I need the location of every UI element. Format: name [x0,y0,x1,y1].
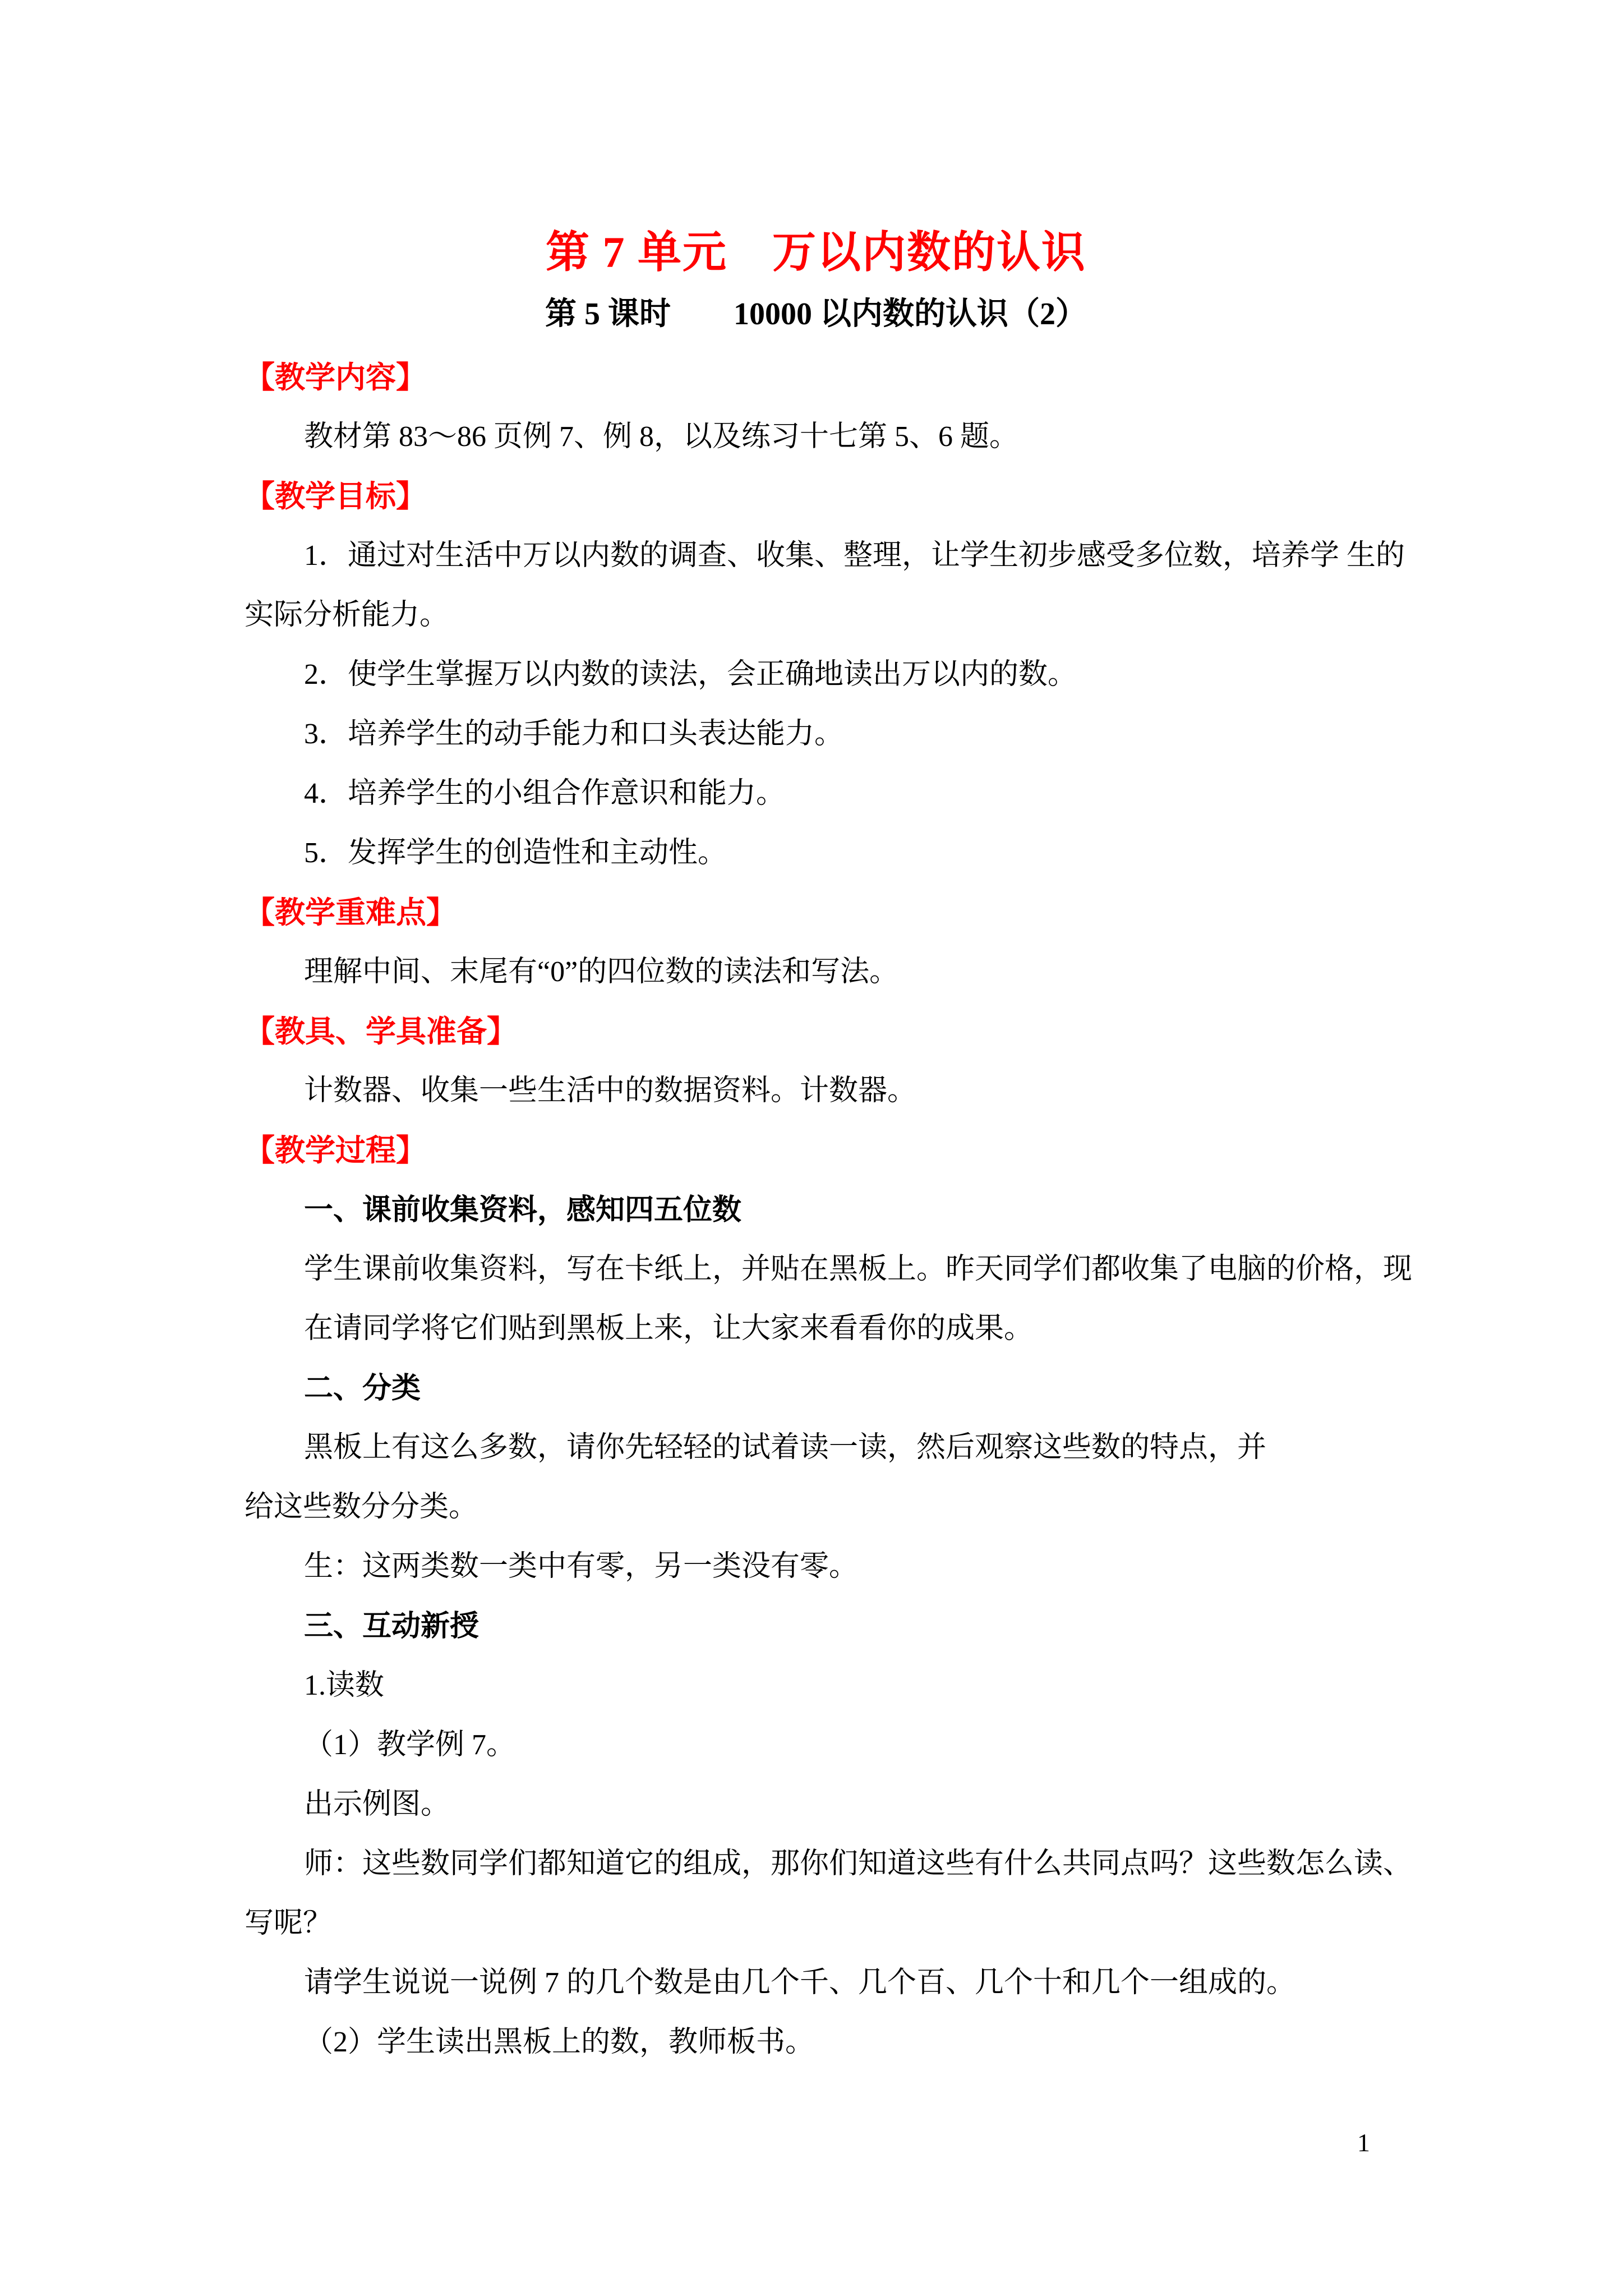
body-line: 黑板上有这么多数，请你先轻轻的试着读一读，然后观察这些数的特点，并 [304,1432,1267,1464]
body-line: 1.读数 [304,1669,385,1701]
body-line: 在请同学将它们贴到黑板上来，让大家来看看你的成果。 [304,1313,1034,1345]
body-line: 出示例图。 [304,1788,450,1820]
body-line: 师：这些数同学们都知道它的组成，那你们知道这些有什么共同点吗？这些数怎么读、 [304,1848,1413,1880]
body-line: 2．使学生掌握万以内数的读法，会正确地读出万以内的数。 [304,659,1077,691]
page-subtitle: 第 5 课时 10000 以内数的认识（2） [545,297,1087,332]
body-line: 3．培养学生的动手能力和口头表达能力。 [304,718,844,750]
body-line: 学生课前收集资料，写在卡纸上，并贴在黑板上。昨天同学们都收集了电脑的价格，现 [304,1253,1413,1285]
subsection-heading: 二、分类 [304,1372,421,1405]
body-line: 给这些数分分类。 [245,1491,478,1523]
document-body [245,348,1413,2072]
body-line: 写呢？ [245,1907,333,1939]
subsection-heading: 一、课前收集资料，感知四五位数 [304,1194,742,1226]
body-line: （2）学生读出黑板上的数，教师板书。 [304,2026,815,2058]
body-line: 请学生说说一说例 7 的几个数是由几个千、几个百、几个十和几个一组成的。 [304,1967,1296,1999]
section-heading: 【教具、学具准备】 [245,1015,517,1048]
section-heading: 【教学过程】 [245,1134,426,1167]
section-heading: 【教学内容】 [245,361,426,394]
body-line: 教材第 83～86 页例 7、例 8，以及练习十七第 5、6 题。 [304,421,1019,453]
body-line: 生：这两类数一类中有零，另一类没有零。 [304,1550,859,1582]
body-line: 理解中间、末尾有“0”的四位数的读法和写法。 [304,956,899,988]
body-line: 5．发挥学生的创造性和主动性。 [304,837,727,869]
body-line: 实际分析能力。 [245,599,449,631]
subsection-heading: 三、互动新授 [304,1610,479,1642]
section-heading: 【教学目标】 [245,480,426,513]
body-line: 4．培养学生的小组合作意识和能力。 [304,777,786,809]
page-number: 1 [1357,2128,1370,2157]
body-line: 1．通过对生活中万以内数的调查、收集、整理，让学生初步感受多位数，培养学 生的 [304,540,1405,572]
body-line: （1）教学例 7。 [304,1729,516,1761]
page-title: 第 7 单元 万以内数的认识 [545,228,1086,277]
body-line: 计数器、收集一些生活中的数据资料。计数器。 [304,1075,917,1107]
section-heading: 【教学重难点】 [245,896,457,930]
